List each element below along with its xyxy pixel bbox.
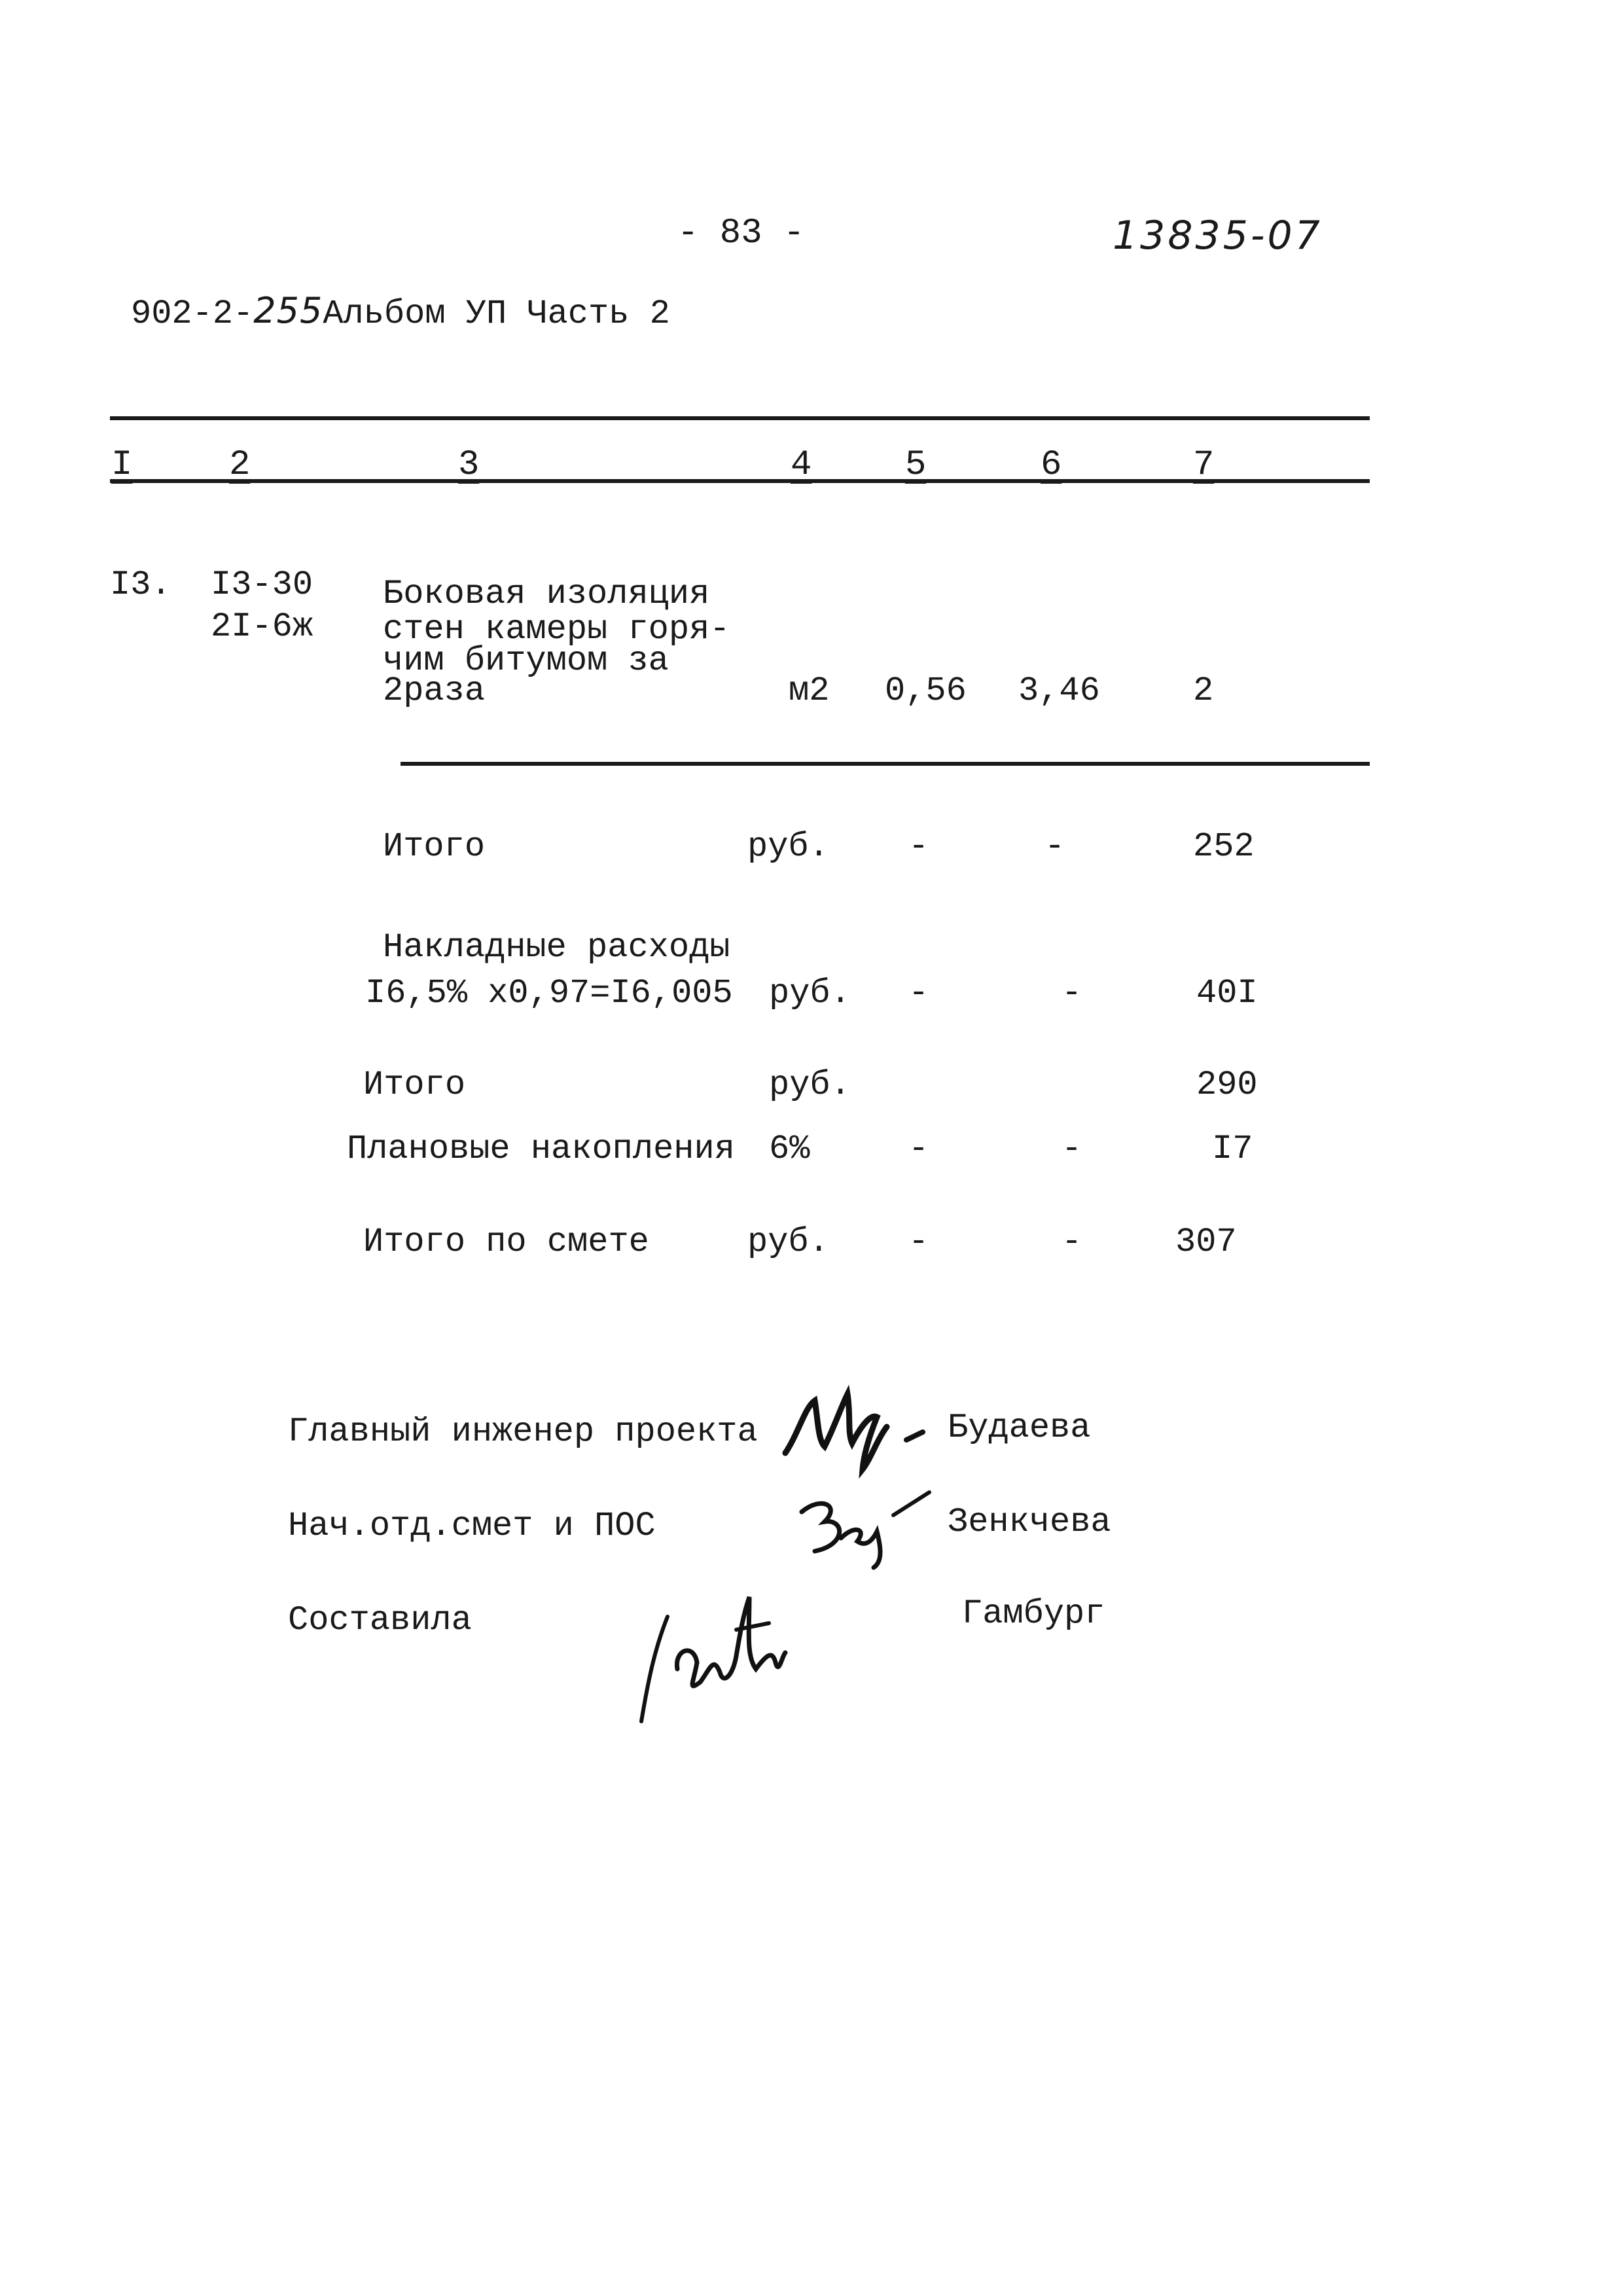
row-number: I3. [110, 565, 171, 604]
nakladnye-label-line2: I6,5% х0,97=I6,005 [365, 974, 733, 1013]
itogo-2-value: 290 [1196, 1066, 1258, 1104]
itogo-smeta-unit: руб. [747, 1223, 829, 1261]
itogo-1-col6: - [1044, 827, 1065, 866]
doc-code-suffix: Альбом УП Часть 2 [323, 295, 670, 333]
col-number-5: 5 [905, 445, 927, 485]
signature-role-1: Главный инженер проекта [288, 1412, 758, 1451]
row-col5: 0,56 [885, 672, 967, 710]
signature-scribble-1 [779, 1381, 936, 1479]
signature-scribble-3 [628, 1577, 798, 1728]
row-desc-line4: 2раза [383, 672, 486, 710]
row-col6: 3,46 [1018, 672, 1100, 710]
col-number-2: 2 [229, 445, 251, 485]
planovye-label: Плановые накопления [347, 1130, 735, 1168]
col-number-6: 6 [1041, 445, 1062, 485]
itogo-smeta-col5: - [908, 1223, 929, 1261]
signature-name-1: Будаева [948, 1408, 1091, 1447]
itogo-smeta-value: 307 [1175, 1223, 1237, 1261]
table-top-rule [110, 416, 1370, 420]
nakladnye-value: 40I [1196, 974, 1258, 1013]
doc-code-handwritten: 255 [253, 290, 323, 331]
itogo-1-label: Итого [383, 827, 486, 866]
nakladnye-col5: - [908, 974, 929, 1013]
col-number-1: I [111, 445, 133, 485]
planovye-value: I7 [1212, 1130, 1253, 1168]
signature-role-3: Составила [288, 1601, 472, 1640]
signature-name-2: Зенкчева [948, 1503, 1111, 1541]
page-number: - 83 - [677, 213, 805, 253]
row-col7: 2 [1193, 672, 1214, 710]
itogo-1-value: 252 [1193, 827, 1255, 866]
col-number-7: 7 [1193, 445, 1215, 485]
table-header-rule [110, 479, 1370, 483]
planovye-col6: - [1061, 1130, 1082, 1168]
doc-code [131, 290, 670, 333]
planovye-unit: 6% [769, 1130, 810, 1168]
row-code-line1: I3-30 [211, 565, 313, 604]
itogo-2-unit: руб. [769, 1066, 851, 1104]
itogo-smeta-col6: - [1061, 1223, 1082, 1261]
row-desc-line2: стен камеры горя- [383, 610, 730, 649]
signature-scribble-2 [795, 1486, 939, 1571]
planovye-col5: - [908, 1130, 929, 1168]
itogo-1-unit: руб. [747, 827, 829, 866]
signature-name-3: Гамбург [962, 1594, 1105, 1633]
section-rule [401, 762, 1370, 766]
row-desc-line3: чим битумом за [383, 641, 669, 680]
nakladnye-unit: руб. [769, 974, 851, 1013]
col-number-4: 4 [791, 445, 812, 485]
doc-code-prefix: 902-2- [131, 295, 254, 333]
itogo-smeta-label: Итого по смете [363, 1223, 649, 1261]
itogo-2-label: Итого [363, 1066, 466, 1104]
row-desc-line1: Боковая изоляция [383, 575, 710, 613]
row-code-line2: 2I-6ж [211, 607, 313, 646]
stamp-number: 13835-07 [1113, 213, 1323, 259]
col-number-3: 3 [458, 445, 480, 485]
itogo-1-col5: - [908, 827, 929, 866]
nakladnye-col6: - [1061, 974, 1082, 1013]
signature-role-2: Нач.отд.смет и ПОС [288, 1507, 656, 1545]
nakladnye-label-line1: Накладные расходы [383, 928, 730, 967]
row-unit: м2 [789, 672, 830, 710]
